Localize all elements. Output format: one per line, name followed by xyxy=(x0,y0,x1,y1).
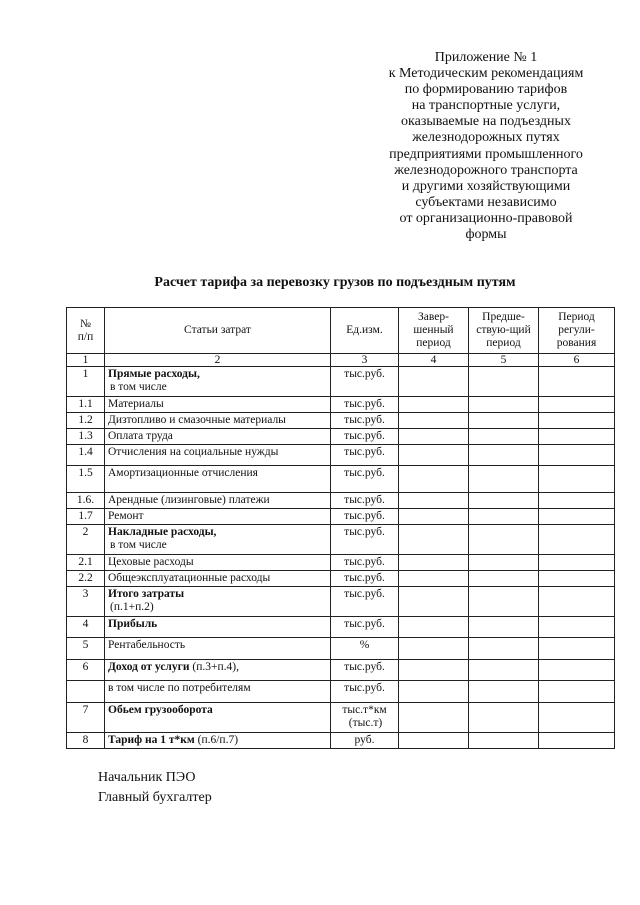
value-completed xyxy=(399,445,469,466)
colnum-6: 6 xyxy=(539,354,615,367)
cost-item-label: Дизтопливо и смазочные материалы xyxy=(108,414,286,426)
table-row xyxy=(67,413,615,429)
value-regulation xyxy=(539,733,615,749)
unit-label: тыс.руб. xyxy=(344,368,385,380)
value-previous xyxy=(469,703,539,733)
unit-label: тыс.руб. xyxy=(344,414,385,426)
cost-item xyxy=(105,681,331,703)
header-period-regulation: Период регули- рования xyxy=(539,308,615,354)
cost-item xyxy=(105,525,331,555)
cost-item xyxy=(105,445,331,466)
unit-cell xyxy=(331,445,399,466)
row-number: 8 xyxy=(67,733,105,749)
value-completed xyxy=(399,703,469,733)
value-regulation xyxy=(539,445,615,466)
appendix-line: Приложение № 1 xyxy=(434,50,538,65)
unit-cell xyxy=(331,681,399,703)
cost-item-label: Амортизационные отчисления xyxy=(108,467,258,479)
value-regulation xyxy=(539,466,615,493)
value-completed xyxy=(399,638,469,660)
cost-item-label: Оплата труда xyxy=(108,430,173,442)
row-number: 1.5 xyxy=(67,466,105,493)
appendix-line: на транспортные услуги, xyxy=(411,98,561,114)
unit-label: руб. xyxy=(354,734,375,746)
unit-cell xyxy=(331,397,399,413)
table-row xyxy=(67,525,615,555)
table-row xyxy=(67,367,615,397)
table-row xyxy=(67,555,615,571)
appendix-line: по формированию тарифов xyxy=(404,82,568,98)
value-regulation xyxy=(539,397,615,413)
cost-item-label: Цеховые расходы xyxy=(108,556,194,568)
value-previous xyxy=(469,445,539,466)
cost-item xyxy=(105,703,331,733)
value-regulation xyxy=(539,413,615,429)
row-number: 2 xyxy=(67,525,105,555)
cost-item-formula: (п.3+п.4), xyxy=(189,661,239,673)
table-row xyxy=(67,466,615,493)
table-row xyxy=(67,681,615,703)
unit-cell xyxy=(331,509,399,525)
row-number: 1.2 xyxy=(67,413,105,429)
cost-item-label: в том числе по потребителям xyxy=(108,682,251,694)
table-row xyxy=(67,509,615,525)
unit-cell xyxy=(331,638,399,660)
cost-item xyxy=(105,587,331,617)
table-row xyxy=(67,445,615,466)
colnum-1: 1 xyxy=(67,354,105,367)
value-regulation xyxy=(539,587,615,617)
table-header-row xyxy=(67,308,615,354)
appendix-line: субъектами независимо xyxy=(415,194,557,210)
unit-label: тыс.руб. xyxy=(344,682,385,694)
unit-cell xyxy=(331,733,399,749)
unit-label: тыс.руб. xyxy=(344,446,385,458)
unit-label: тыс.руб. xyxy=(344,572,385,584)
unit-label: тыс.руб. xyxy=(344,618,385,630)
value-completed xyxy=(399,660,469,681)
row-number xyxy=(67,681,105,703)
header-period-completed: Завер- шенный период xyxy=(399,308,469,354)
cost-item-label: Накладные расходы, xyxy=(108,526,217,538)
colnum-3: 3 xyxy=(331,354,399,367)
cost-item-label: Прямые расходы, xyxy=(108,368,200,380)
cost-item xyxy=(105,617,331,638)
cost-item-label: Рентабельность xyxy=(108,639,186,651)
row-number: 7 xyxy=(67,703,105,733)
table-row xyxy=(67,638,615,660)
cost-item-sublabel: в том числе xyxy=(110,539,167,551)
value-regulation xyxy=(539,493,615,509)
value-completed xyxy=(399,509,469,525)
value-previous xyxy=(469,617,539,638)
cost-item xyxy=(105,466,331,493)
cost-item xyxy=(105,367,331,397)
header-cost: Статьи затрат xyxy=(105,308,331,354)
signature-head-peo: Начальник ПЭО xyxy=(98,770,196,785)
value-completed xyxy=(399,367,469,397)
unit-label: тыс.руб. xyxy=(344,510,385,522)
table-row xyxy=(67,397,615,413)
colnum-4: 4 xyxy=(399,354,469,367)
tariff-table xyxy=(66,307,615,749)
cost-item-label: Материалы xyxy=(108,398,164,410)
unit-label: % xyxy=(359,639,370,651)
value-previous xyxy=(469,571,539,587)
cost-item xyxy=(105,509,331,525)
unit-label: тыс.руб. xyxy=(344,494,385,506)
unit-cell xyxy=(331,413,399,429)
value-regulation xyxy=(539,367,615,397)
value-completed xyxy=(399,413,469,429)
column-numbers-row xyxy=(67,354,615,367)
table-row xyxy=(67,703,615,733)
appendix-line: к Методическим рекомендациям xyxy=(388,66,584,82)
value-completed xyxy=(399,525,469,555)
cost-item-label: Обьем грузооборота xyxy=(108,704,213,716)
unit-cell xyxy=(331,367,399,397)
cost-item xyxy=(105,638,331,660)
cost-item-label: Тариф на 1 т*км xyxy=(108,734,195,746)
value-previous xyxy=(469,660,539,681)
value-completed xyxy=(399,617,469,638)
row-number: 5 xyxy=(67,638,105,660)
value-previous xyxy=(469,367,539,397)
value-previous xyxy=(469,525,539,555)
row-number: 3 xyxy=(67,587,105,617)
table-row xyxy=(67,571,615,587)
value-regulation xyxy=(539,617,615,638)
unit-cell xyxy=(331,571,399,587)
row-number: 4 xyxy=(67,617,105,638)
value-previous xyxy=(469,397,539,413)
appendix-line: железнодорожных путях xyxy=(412,130,560,146)
unit-label: тыс.руб. xyxy=(344,430,385,442)
cost-item xyxy=(105,429,331,445)
cost-item xyxy=(105,413,331,429)
unit-cell xyxy=(331,525,399,555)
unit-cell xyxy=(331,429,399,445)
value-previous xyxy=(469,733,539,749)
appendix-line: железнодорожного транспорта xyxy=(394,162,578,178)
unit-cell xyxy=(331,587,399,617)
value-previous xyxy=(469,587,539,617)
row-number: 1.4 xyxy=(67,445,105,466)
value-completed xyxy=(399,555,469,571)
value-regulation xyxy=(539,638,615,660)
value-regulation xyxy=(539,571,615,587)
appendix-line: предприятиями промышленного xyxy=(389,146,583,162)
unit-label: тыс.руб. xyxy=(344,556,385,568)
unit-label: тыс.руб. xyxy=(344,661,385,673)
unit-cell xyxy=(331,660,399,681)
header-unit: Ед.изм. xyxy=(331,308,399,354)
row-number: 1.3 xyxy=(67,429,105,445)
value-previous xyxy=(469,681,539,703)
header-num: № п/п xyxy=(67,308,105,354)
cost-item-label: Общеэксплуатационные расходы xyxy=(108,572,271,584)
cost-item xyxy=(105,555,331,571)
cost-item-label: Прибыль xyxy=(108,618,158,630)
unit-cell xyxy=(331,466,399,493)
cost-item xyxy=(105,397,331,413)
value-previous xyxy=(469,413,539,429)
row-number: 1.6. xyxy=(67,493,105,509)
unit-label: тыс.руб. xyxy=(344,398,385,410)
row-number: 2.1 xyxy=(67,555,105,571)
value-previous xyxy=(469,555,539,571)
value-regulation xyxy=(539,703,615,733)
value-regulation xyxy=(539,681,615,703)
unit-cell xyxy=(331,555,399,571)
table-row xyxy=(67,587,615,617)
cost-item-label: Итого затраты xyxy=(108,588,185,600)
cost-item-formula: (п.6/п.7) xyxy=(194,734,239,746)
value-completed xyxy=(399,681,469,703)
colnum-2: 2 xyxy=(105,354,331,367)
cost-item-sublabel: (п.1+п.2) xyxy=(110,601,154,613)
cost-item xyxy=(105,660,331,681)
unit-label: тыс.руб. xyxy=(344,467,385,479)
unit-label: тыс.руб. xyxy=(344,526,385,538)
value-completed xyxy=(399,397,469,413)
appendix-line: формы xyxy=(465,227,507,243)
colnum-5: 5 xyxy=(469,354,539,367)
appendix-line: оказываемые на подъездных xyxy=(401,114,571,130)
cost-item xyxy=(105,493,331,509)
value-regulation xyxy=(539,555,615,571)
header-period-previous: Предше- ствую-щий период xyxy=(469,308,539,354)
cost-item-sublabel: в том числе xyxy=(110,381,167,393)
cost-item-label: Ремонт xyxy=(108,510,144,522)
appendix-line: от организационно-правовой xyxy=(399,210,573,226)
cost-item-label: Арендные (лизинговые) платежи xyxy=(108,494,270,506)
value-completed xyxy=(399,571,469,587)
unit-label: тыс.т*км xyxy=(342,704,387,716)
value-previous xyxy=(469,466,539,493)
cost-item-label: Доход от услуги xyxy=(108,661,190,673)
value-previous xyxy=(469,509,539,525)
value-regulation xyxy=(539,429,615,445)
unit-cell xyxy=(331,493,399,509)
row-number: 1 xyxy=(67,367,105,397)
unit-sublabel: (тыс.т) xyxy=(348,717,383,729)
signature-chief-accountant: Главный бухгалтер xyxy=(98,790,212,805)
row-number: 6 xyxy=(67,660,105,681)
appendix-line: и другими хозяйствующими xyxy=(401,178,571,194)
unit-cell xyxy=(331,617,399,638)
signatures xyxy=(98,768,212,808)
value-completed xyxy=(399,466,469,493)
value-completed xyxy=(399,493,469,509)
document-title: Расчет тарифа за перевозку грузов по подъездным путям xyxy=(154,275,516,290)
unit-cell xyxy=(331,703,399,733)
cost-item-label: Отчисления на социальные нужды xyxy=(108,446,279,458)
value-regulation xyxy=(539,509,615,525)
table-row xyxy=(67,617,615,638)
value-regulation xyxy=(539,660,615,681)
value-regulation xyxy=(539,525,615,555)
table-row xyxy=(67,660,615,681)
value-previous xyxy=(469,493,539,509)
table-row xyxy=(67,429,615,445)
cost-item xyxy=(105,571,331,587)
unit-label: тыс.руб. xyxy=(344,588,385,600)
value-previous xyxy=(469,638,539,660)
value-completed xyxy=(399,587,469,617)
row-number: 1.1 xyxy=(67,397,105,413)
row-number: 1.7 xyxy=(67,509,105,525)
cost-item xyxy=(105,733,331,749)
appendix-block xyxy=(330,50,640,243)
row-number: 2.2 xyxy=(67,571,105,587)
value-completed xyxy=(399,733,469,749)
table-row xyxy=(67,733,615,749)
value-completed xyxy=(399,429,469,445)
value-previous xyxy=(469,429,539,445)
table-row xyxy=(67,493,615,509)
